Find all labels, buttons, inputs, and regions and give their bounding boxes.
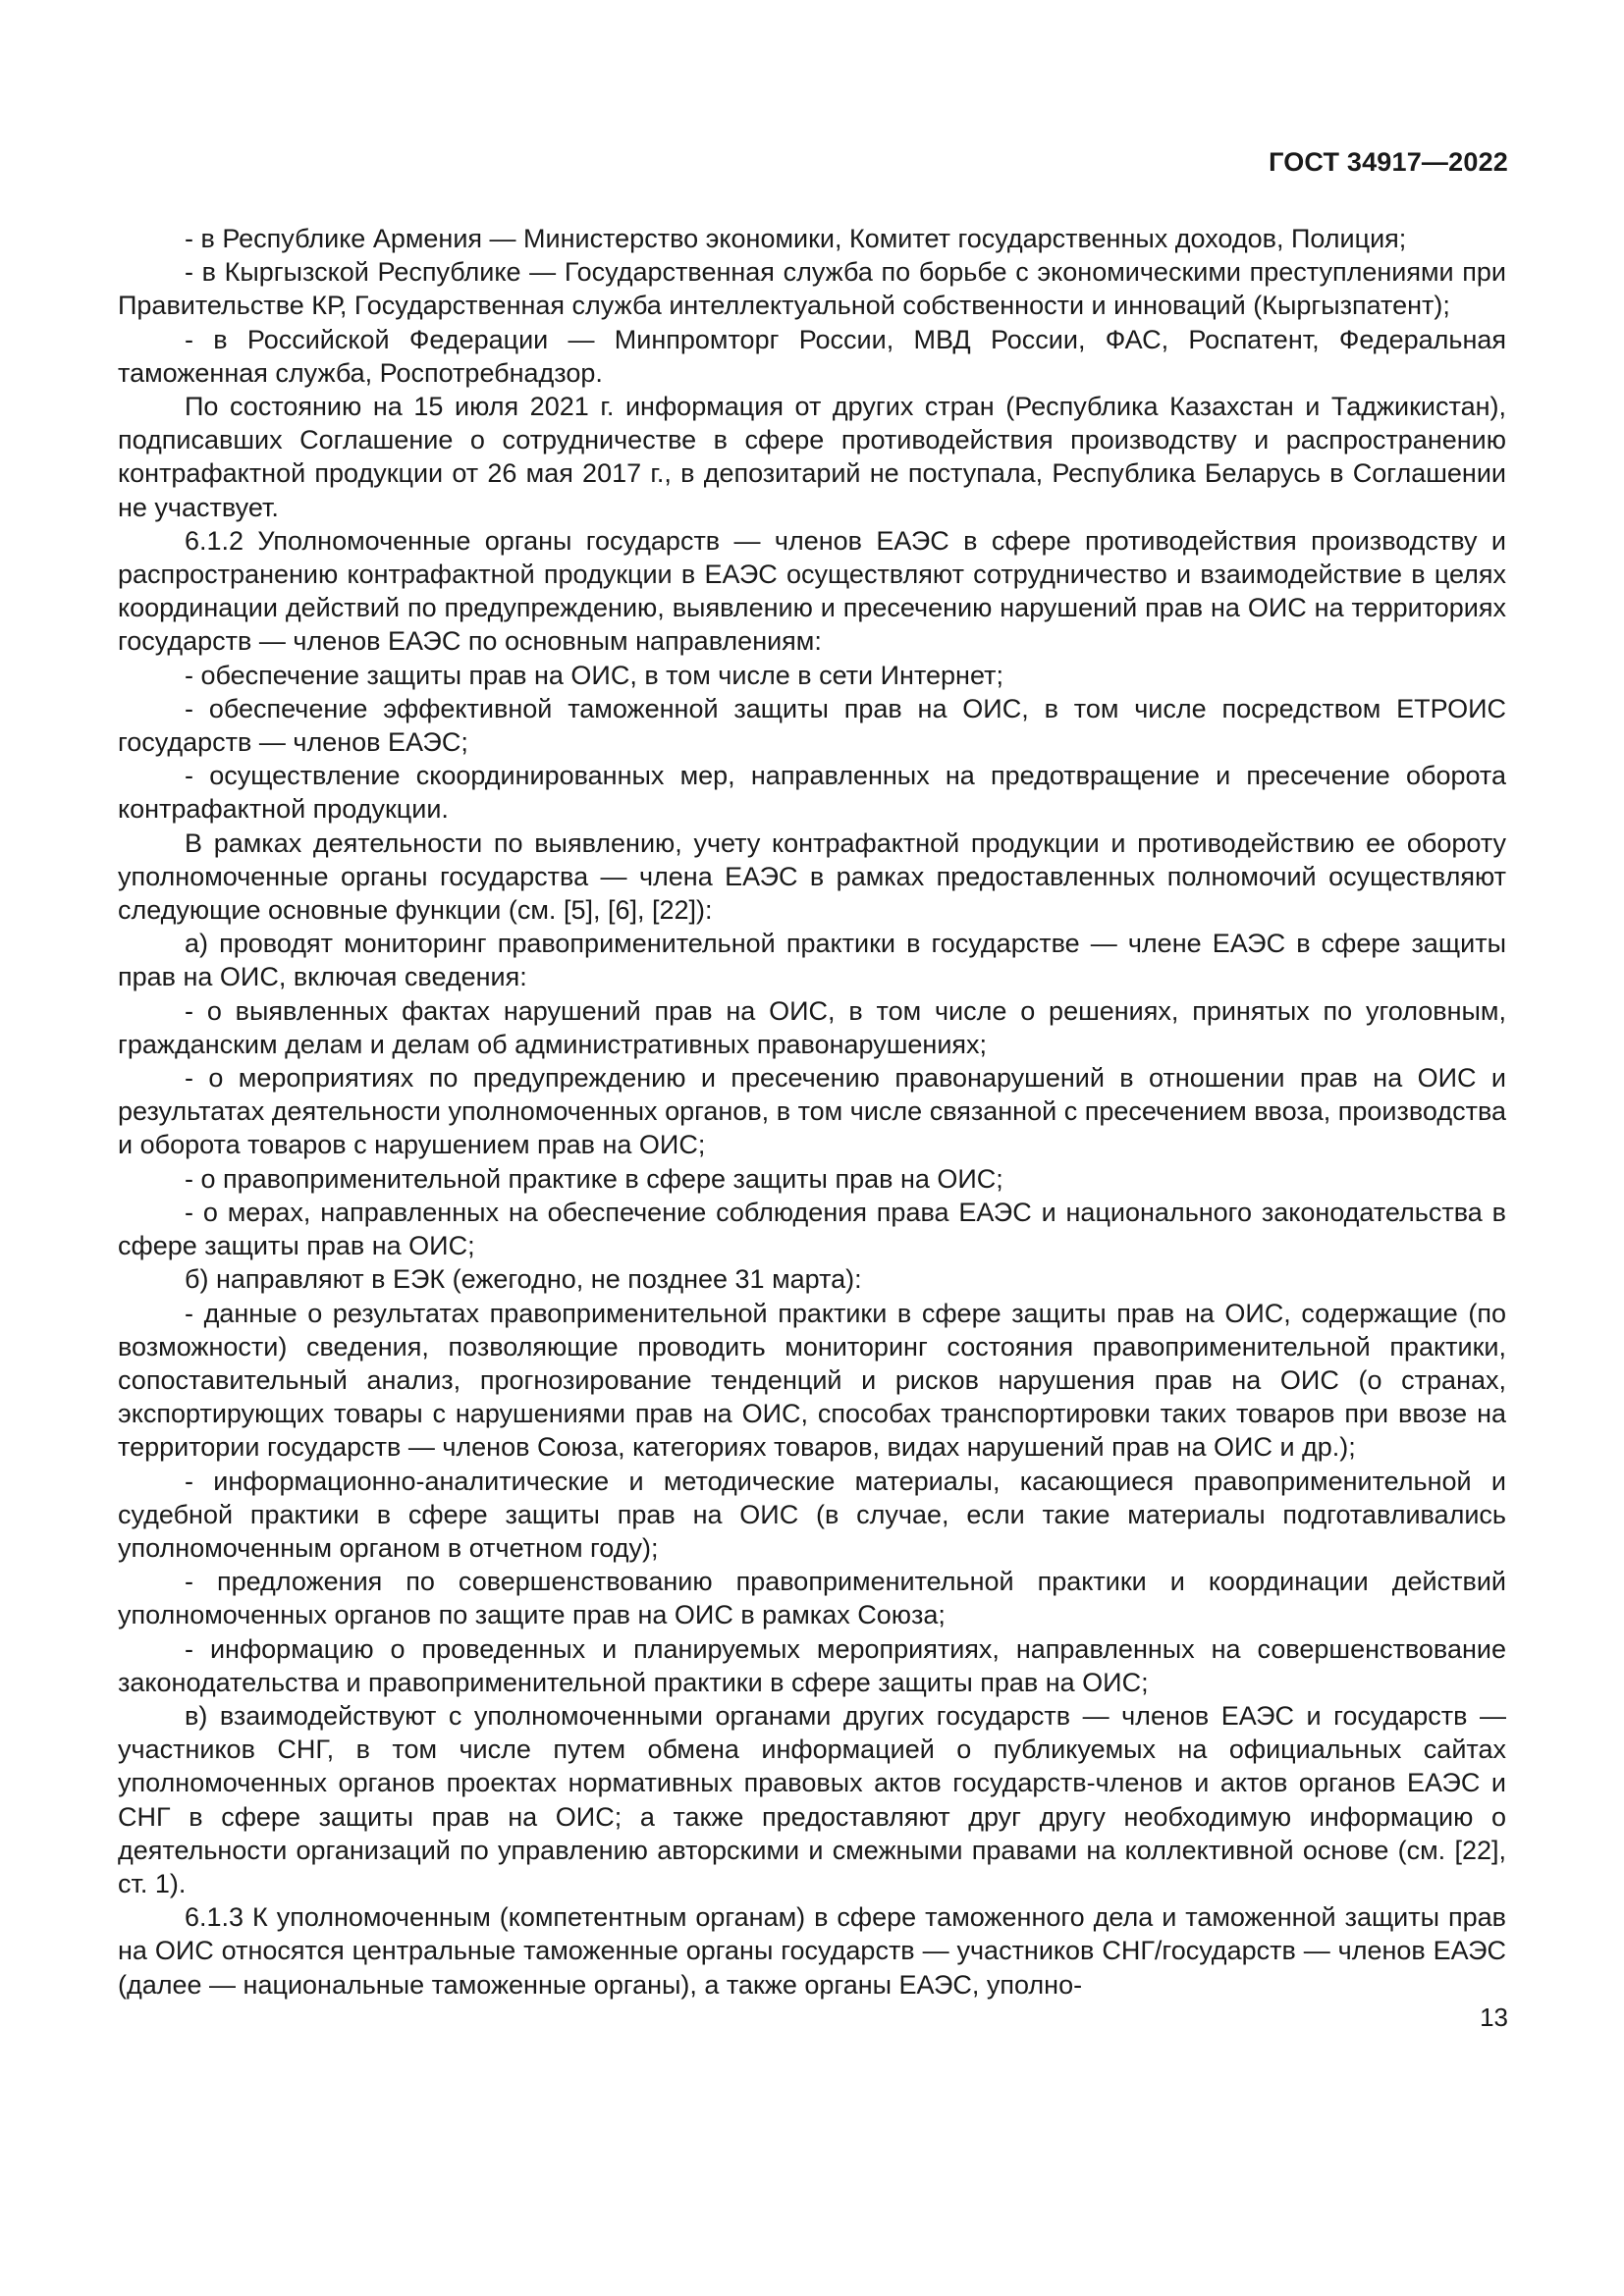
page-number: 13 (1480, 2002, 1508, 2032)
paragraph: - предложения по совершенствованию правоприменительной практики и координации действий уполномоченных органов по защите прав на ОИС в рамках Союза; (118, 1567, 1506, 1630)
paragraph: 6.1.3 К уполномоченным (компетентным органам) в сфере таможенного дела и таможенной защиты прав на ОИС относятся центральные таможенные органы государств — участников СНГ/государств — членов ЕАЭС (далее — национальные таможенные органы), а также органы ЕАЭС, уполно- (118, 1902, 1506, 2000)
paragraph: - обеспечение эффективной таможенной защиты прав на ОИС, в том числе посредством ЕТРОИС государств — членов ЕАЭС; (118, 693, 1506, 758)
paragraph: - в Республике Армения — Министерство экономики, Комитет государственных доходов, Полиция; (185, 224, 1407, 253)
paragraph: - о правоприменительной практике в сфере защиты прав на ОИС; (185, 1163, 1003, 1194)
paragraph: - обеспечение защиты прав на ОИС, в том числе в сети Интернет; (185, 660, 1003, 690)
paragraph: - в Кыргызской Республике — Государственная служба по борьбе с экономическими преступлениями при Правительстве КР, Государственная служба интеллектуальной собственности и инноваций (Кыргызпатент); (118, 257, 1506, 321)
paragraph: - о выявленных фактах нарушений прав на ОИС, в том числе о решениях, принятых по уголовным, гражданским делам и делам об административных правонарушениях; (118, 995, 1506, 1059)
paragraph: По состоянию на 15 июля 2021 г. информация от других стран (Республика Казахстан и Таджикистан), подписавших Соглашение о сотрудничестве в сфере противодействия производству и распространению контрафактной продукции от 26 мая 2017 г., в депозитарий не поступала, Республика Беларусь в Соглашении не участвует. (118, 392, 1506, 522)
paragraph: - информацию о проведенных и планируемых мероприятиях, направленных на совершенствование законодательства и правоприменительной практики в сфере защиты прав на ОИС; (118, 1633, 1506, 1697)
document-body (118, 222, 1506, 2002)
paragraph: - осуществление скоординированных мер, направленных на предотвращение и пресечение оборота контрафактной продукции. (118, 761, 1506, 825)
paragraph: - данные о результатах правоприменительной практики в сфере защиты прав на ОИС, содержащие (по возможности) сведения, позволяющие проводить мониторинг состояния правоприменительной практики, сопоставительный анализ, прогнозирование тенденций и рисков нарушения прав на ОИС (о странах, экспортирующих товары с нарушениями прав на ОИС, способах транспортировки таких товаров при ввозе на территории государств — членов Союза, категориях товаров, видах нарушений прав на ОИС и др.); (118, 1298, 1506, 1463)
paragraph: - о мероприятиях по предупреждению и пресечению правонарушений в отношении прав на ОИС и результатах деятельности уполномоченных органов, в том числе связанной с пресечением ввоза, производства и оборота товаров с нарушением прав на ОИС; (118, 1063, 1506, 1160)
paragraph: б) направляют в ЕЭК (ежегодно, не позднее 31 марта): (185, 1264, 862, 1295)
paragraph: в) взаимодействуют с уполномоченными органами других государств — членов ЕАЭС и государств — участников СНГ, в том числе путем обмена информацией о публикуемых на официальных сайтах уполномоченных органов проектах нормативных правовых актов государств-членов и актов органов ЕАЭС и СНГ в сфере защиты прав на ОИС; а также предоставляют друг другу необходимую информацию о деятельности организаций по управлению авторскими и смежными правами на коллективной основе (см. [22], ст. 1). (118, 1700, 1506, 1898)
document-standard-id: ГОСТ 34917—2022 (1269, 147, 1508, 177)
paragraph: а) проводят мониторинг правоприменительной практики в государстве — члене ЕАЭС в сфере защиты прав на ОИС, включая сведения: (118, 929, 1506, 992)
paragraph: 6.1.2 Уполномоченные органы государств — членов ЕАЭС в сфере противодействия производству и распространению контрафактной продукции в ЕАЭС осуществляют сотрудничество и взаимодействие в целях координации действий по предупреждению, выявлению и пресечению нарушений прав на ОИС на территориях государств — членов ЕАЭС по основным направлениям: (118, 525, 1506, 657)
paragraph: - о мерах, направленных на обеспечение соблюдения права ЕАЭС и национального законодательства в сфере защиты прав на ОИС; (118, 1197, 1506, 1261)
paragraph: - в Российской Федерации — Минпромторг России, МВД России, ФАС, Роспатент, Федеральная таможенная служба, Роспотребнадзор. (118, 324, 1506, 388)
paragraph: В рамках деятельности по выявлению, учету контрафактной продукции и противодействию ее обороту уполномоченные органы государства — члена ЕАЭС в рамках предоставленных полномочий осуществляют следующие основные функции (см. [5], [6], [22]): (118, 828, 1506, 926)
paragraph: - информационно-аналитические и методические материалы, касающиеся правоприменительной и судебной практики в сфере защиты прав на ОИС (в случае, если такие материалы подготавливались уполномоченным органом в отчетном году); (118, 1466, 1506, 1563)
